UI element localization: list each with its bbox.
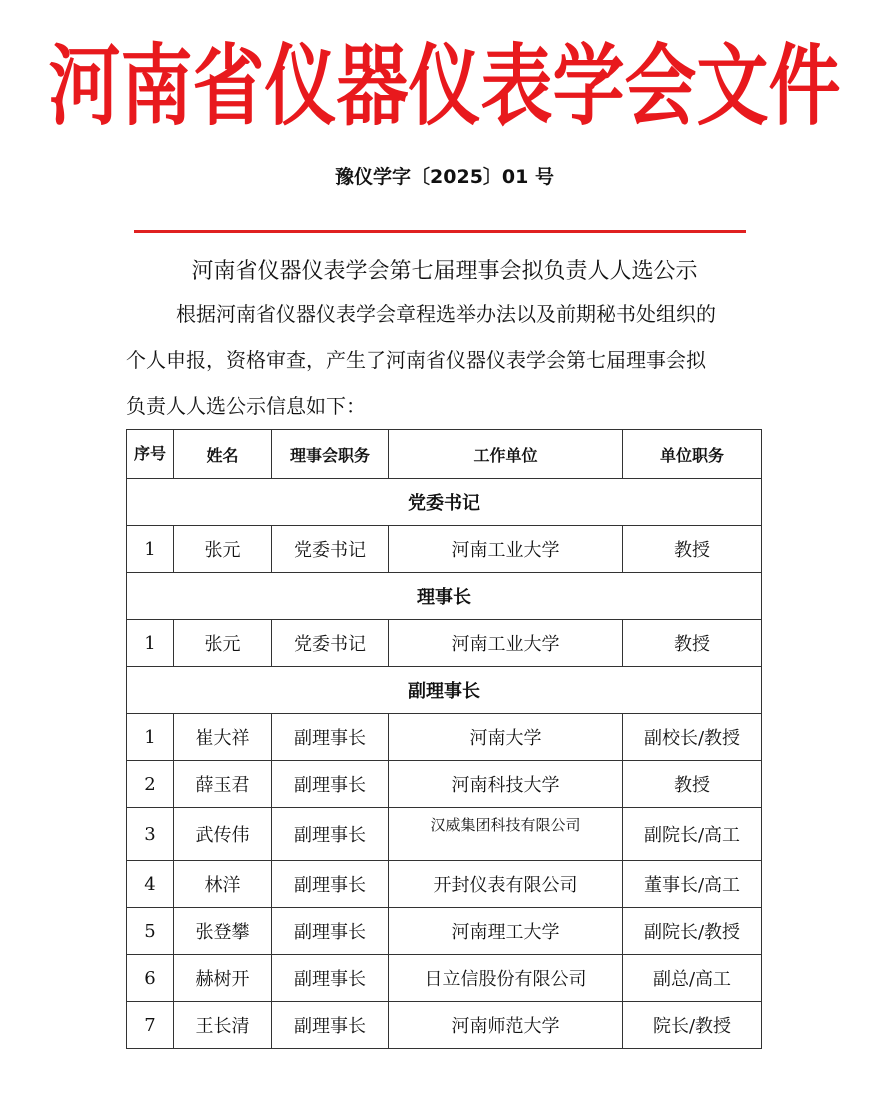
cell-seq: 7 [127,1002,174,1049]
table-row [127,1002,762,1049]
group-row-chairman [127,573,762,620]
cell-name: 武传伟 [174,808,272,861]
intro-line: 个人申报，资格审查，产生了河南省仪器仪表学会第七届理事会拟 [126,348,706,372]
cell-seq: 1 [127,620,174,667]
cell-seq: 2 [127,761,174,808]
cell-unit: 开封仪表有限公司 [389,861,623,908]
intro-line: 负责人人选公示信息如下： [126,394,366,418]
cell-role: 党委书记 [272,620,389,667]
table-row [127,808,762,861]
cell-name: 崔大祥 [174,714,272,761]
cell-unit: 日立信股份有限公司 [389,955,623,1002]
cell-position: 教授 [623,620,762,667]
header-seq: 序号 [127,430,174,479]
group-title: 副理事长 [127,667,762,714]
cell-seq: 3 [127,808,174,861]
red-divider [134,230,746,233]
group-title: 理事长 [127,573,762,620]
cell-role: 副理事长 [272,1002,389,1049]
candidate-table [126,429,762,1049]
cell-position: 副校长/教授 [623,714,762,761]
cell-name: 林洋 [174,861,272,908]
table-row [127,761,762,808]
intro-line: 根据河南省仪器仪表学会章程选举办法以及前期秘书处组织的 [176,302,716,326]
header-name: 姓名 [174,430,272,479]
cell-position: 院长/教授 [623,1002,762,1049]
cell-unit: 河南大学 [389,714,623,761]
cell-name: 王长清 [174,1002,272,1049]
table-header-row [127,430,762,479]
cell-role: 党委书记 [272,526,389,573]
masthead-title: 河南省仪器仪表学会文件 [48,34,841,138]
notice-title: 河南省仪器仪表学会第七届理事会拟负责人人选公示 [191,259,698,284]
cell-seq: 1 [127,714,174,761]
group-row-party-secretary [127,479,762,526]
cell-seq: 6 [127,955,174,1002]
cell-unit: 河南工业大学 [389,620,623,667]
table-row [127,526,762,573]
cell-role: 副理事长 [272,761,389,808]
intro-paragraph [126,296,766,434]
cell-position: 副院长/教授 [623,908,762,955]
cell-unit: 河南理工大学 [389,908,623,955]
header-role: 理事会职务 [272,430,389,479]
table-row [127,714,762,761]
table-row [127,955,762,1002]
cell-seq: 4 [127,861,174,908]
cell-role: 副理事长 [272,908,389,955]
cell-position: 教授 [623,526,762,573]
header-position: 单位职务 [623,430,762,479]
cell-position: 教授 [623,761,762,808]
cell-unit: 汉威集团科技有限公司 [389,808,623,861]
cell-name: 赫树开 [174,955,272,1002]
cell-position: 董事长/高工 [623,861,762,908]
table-row [127,620,762,667]
cell-seq: 1 [127,526,174,573]
cell-seq: 5 [127,908,174,955]
cell-position: 副总/高工 [623,955,762,1002]
cell-role: 副理事长 [272,714,389,761]
cell-name: 薛玉君 [174,761,272,808]
cell-unit: 河南工业大学 [389,526,623,573]
cell-role: 副理事长 [272,955,389,1002]
cell-name: 张元 [174,620,272,667]
cell-role: 副理事长 [272,861,389,908]
group-row-vice-chairman [127,667,762,714]
header-unit: 工作单位 [389,430,623,479]
table-row [127,908,762,955]
cell-position: 副院长/高工 [623,808,762,861]
document-masthead [0,34,889,138]
document-number: 豫仪学字〔2025〕01 号 [335,166,554,188]
cell-name: 张登攀 [174,908,272,955]
cell-unit: 河南科技大学 [389,761,623,808]
table-row [127,861,762,908]
cell-name: 张元 [174,526,272,573]
cell-role: 副理事长 [272,808,389,861]
cell-unit: 河南师范大学 [389,1002,623,1049]
group-title: 党委书记 [127,479,762,526]
